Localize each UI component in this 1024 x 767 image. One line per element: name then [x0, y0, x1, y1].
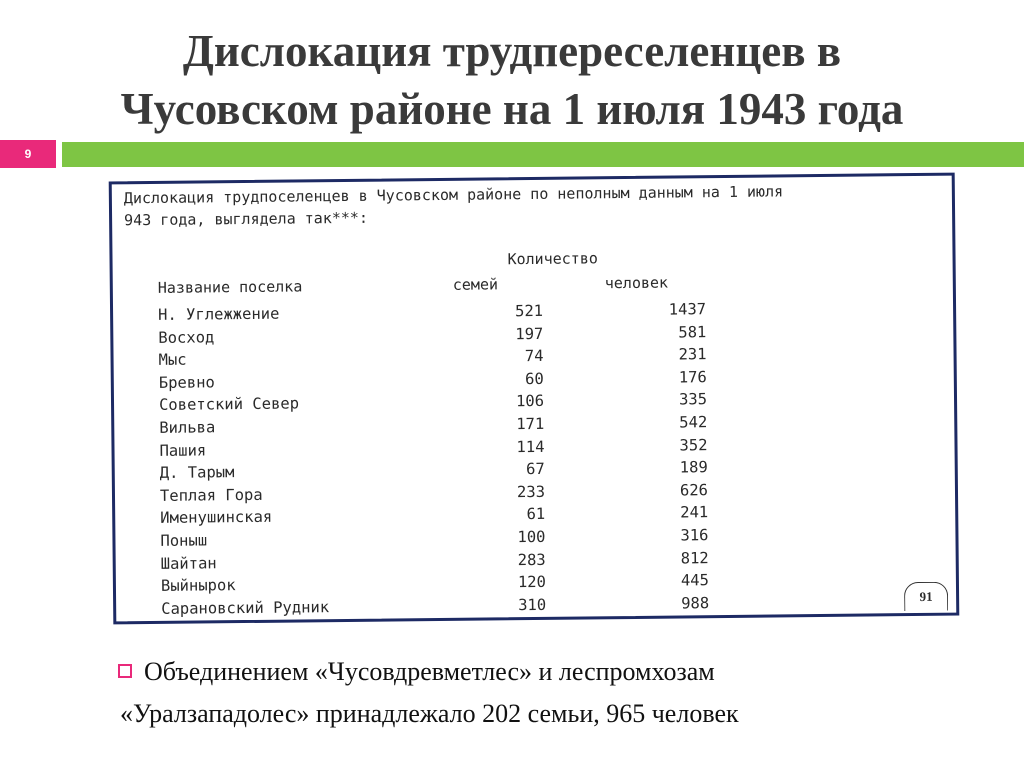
family-count: 106: [515, 392, 545, 411]
settlement-name: Поныш: [160, 531, 208, 550]
green-divider-bar: [62, 142, 1024, 167]
settlement-table: [158, 298, 721, 620]
people-count: 316: [680, 526, 709, 545]
scanned-document-image: [109, 173, 960, 625]
family-count: 100: [517, 527, 546, 547]
settlement-name: Бревно: [158, 373, 215, 392]
settlement-name: Шайтан: [160, 553, 217, 573]
table-row: [161, 592, 721, 620]
people-count: 1437: [668, 300, 707, 319]
family-count: 233: [516, 482, 546, 501]
people-count: 812: [680, 548, 709, 568]
column-header-families: семей: [452, 275, 499, 294]
family-count: 60: [525, 369, 544, 388]
people-count: 988: [681, 593, 710, 613]
settlement-name: Мыс: [158, 350, 187, 370]
bullet-item-continuation: [120, 694, 1000, 734]
square-bullet-icon: [118, 664, 132, 678]
settlement-name: Пашия: [159, 440, 207, 460]
bullet-text-line-1: Объединением «Чусовдревметлес» и леспромхозам: [144, 657, 715, 686]
column-header-settlement: Название поселка: [157, 277, 303, 297]
people-count: 626: [679, 480, 709, 500]
family-count: 197: [515, 324, 544, 343]
people-count: 176: [678, 367, 707, 387]
settlement-name: Н. Углежжение: [158, 304, 280, 324]
people-count: 231: [678, 345, 707, 364]
people-count: 581: [678, 322, 707, 342]
settlement-name: Именушинская: [160, 508, 273, 528]
people-count: 445: [680, 571, 710, 590]
settlement-name: Сарановский Рудник: [161, 597, 330, 618]
slide-number-badge: 9: [0, 140, 56, 168]
settlement-name: Выйнырок: [160, 576, 236, 596]
slide-title-line-1: Дислокация трудпереселенцев в: [182, 26, 842, 76]
people-count: 241: [680, 503, 709, 522]
family-count: 283: [517, 550, 546, 569]
family-count: 67: [525, 460, 545, 479]
slide-title-line-2: Чусовском районе на 1 июля 1943 года: [120, 84, 904, 134]
bullet-item: [118, 652, 998, 692]
settlement-name: Восход: [158, 327, 215, 347]
people-count: 335: [678, 390, 708, 409]
settlement-name: Вильва: [159, 418, 216, 437]
settlement-name: Советский Север: [158, 394, 300, 415]
scan-intro-text: Дислокация трудпоселенцев в Чусовском районе по неполным данным на 1 июля 943 года, выглядела так***:: [123, 182, 784, 230]
family-count: 120: [517, 573, 547, 592]
people-count: 542: [679, 413, 708, 432]
people-count: 189: [679, 458, 708, 477]
quantity-header: Количество: [507, 249, 598, 269]
family-count: 310: [518, 595, 547, 614]
page-number-mark: 91: [904, 582, 948, 611]
family-count: 521: [514, 301, 544, 321]
family-count: 61: [526, 505, 546, 524]
slide-title: [40, 22, 984, 138]
settlement-name: Теплая Гора: [159, 485, 263, 505]
family-count: 114: [516, 437, 545, 456]
column-header-people: человек: [604, 273, 669, 293]
bullet-text-line-2: «Уралзападолес» принадлежало 202 семьи, 965 человек: [120, 699, 739, 728]
family-count: 171: [516, 414, 545, 434]
family-count: 74: [524, 347, 544, 366]
people-count: 352: [679, 435, 708, 455]
settlement-name: Д. Тарым: [159, 463, 235, 483]
